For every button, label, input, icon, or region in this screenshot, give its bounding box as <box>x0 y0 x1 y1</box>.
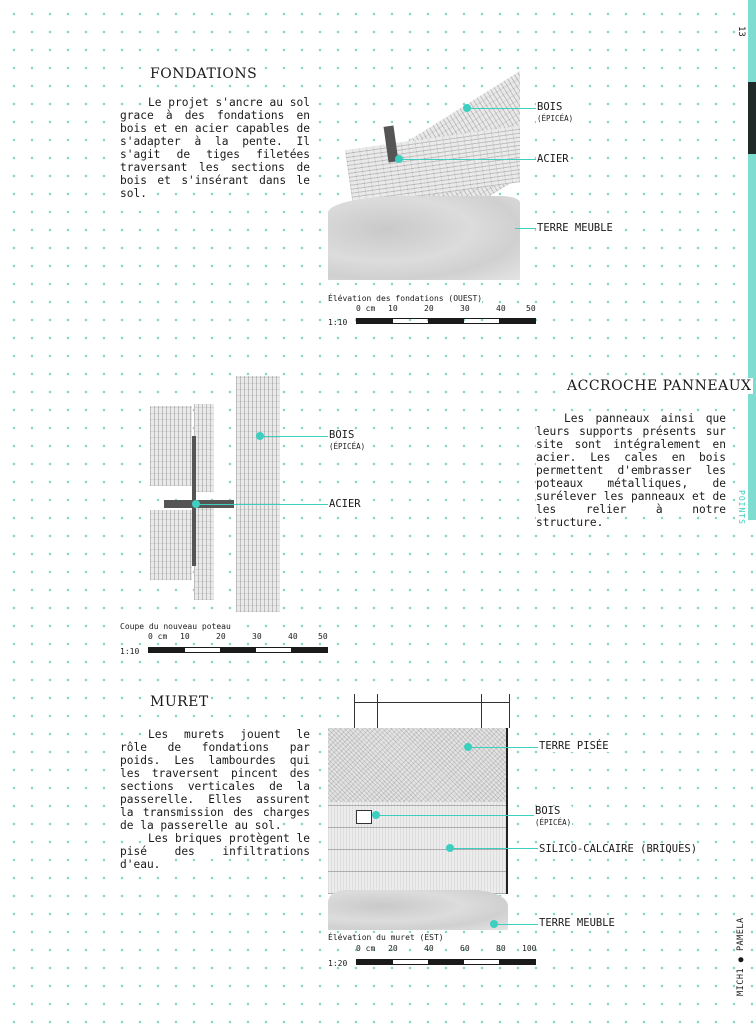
wood-wedge-upper-mid <box>194 404 214 492</box>
accroche-text: Les panneaux ainsi que leurs supports présents sur site sont intégralement en acier. Les cales en bois permettent d'embrasser les poteaux métalliques, de surélever les panneaux et de les relier à notre structure. <box>536 412 726 529</box>
leader-line <box>196 504 330 505</box>
scale-ratio: 1:10 <box>120 647 140 656</box>
structure-lines <box>354 694 510 728</box>
scale-bar <box>148 647 328 653</box>
fondations-drawing <box>328 66 520 280</box>
caption-fondations: Élévation des fondations (OUEST) <box>328 294 483 303</box>
footer-vertical-label: MICH1 ● PAMELA <box>736 917 746 996</box>
leader-line <box>468 747 538 748</box>
scale-ticks: 0 cm 20 40 60 80 100 <box>356 944 537 953</box>
caption-accroche: Coupe du nouveau poteau <box>120 622 231 631</box>
section-title-fondations: FONDATIONS <box>150 66 258 82</box>
scale-ratio: 1:20 <box>328 959 348 968</box>
label-acier: ACIER <box>537 153 569 165</box>
leader-line <box>399 159 537 160</box>
side-dark-tab <box>748 82 756 154</box>
wood-beam-end <box>356 810 372 824</box>
accroche-drawing <box>150 376 282 612</box>
wood-post <box>236 376 280 612</box>
caption-muret: Élévation du muret (EST) <box>328 933 444 942</box>
scale-bar <box>356 959 536 965</box>
label-terre-meuble: TERRE MEUBLE <box>537 222 613 234</box>
side-accent-bar <box>748 0 756 520</box>
section-title-accroche: ACCROCHE PANNEAUX <box>567 378 752 394</box>
soil-area <box>328 890 508 930</box>
label-terre-meuble: TERRE MEUBLE <box>539 917 615 929</box>
leader-line <box>376 815 536 816</box>
label-bois: BOIS (ÉPICÉA) <box>535 805 572 827</box>
label-bois: BOIS (ÉPICÉA) <box>329 429 366 451</box>
leader-line <box>260 436 330 437</box>
wood-wedge-upper-left <box>150 406 192 486</box>
scale-ticks: 0 cm 10 20 30 40 50 <box>356 304 536 313</box>
leader-line <box>450 848 538 849</box>
scale-ticks: 0 cm 10 20 30 40 50 <box>148 632 328 641</box>
label-terre-pisee: TERRE PISÉE <box>539 740 609 752</box>
leader-line <box>494 924 538 925</box>
label-acier: ACIER <box>329 498 361 510</box>
leader-line <box>515 228 537 229</box>
side-label: POINTS <box>737 490 746 525</box>
wood-wedge-lower-mid <box>194 508 214 600</box>
label-silico-calcaire: SILICO-CALCAIRE (BRIQUES) <box>539 843 698 855</box>
scale-bar <box>356 318 536 324</box>
fondations-text: Le projet s'ancre au sol grace à des fondations en bois et en acier capables de s'adapter à la pente. Il s'agit de tiges filetées traversant les sections de bois et s'insérant dans le sol. <box>120 96 310 200</box>
section-title-muret: MURET <box>150 694 209 710</box>
label-bois: BOIS (ÉPICÉA) <box>537 101 574 123</box>
muret-drawing <box>328 694 508 930</box>
rammed-earth-layer <box>328 728 508 802</box>
scale-ratio: 1:10 <box>328 318 348 327</box>
page-number: 13 <box>736 26 746 37</box>
wood-wedge-lower-left <box>150 510 192 580</box>
leader-line <box>467 108 537 109</box>
soil-area <box>328 196 520 280</box>
muret-text: Les murets jouent le rôle de fondations par poids. Les lambourdes qui les traversent pincent des sections verticales de la passerelle. Elles assurent la transmission des charges de la passerelle au sol. Les briques protègent le pisé des infiltrations d'eau. <box>120 728 310 871</box>
